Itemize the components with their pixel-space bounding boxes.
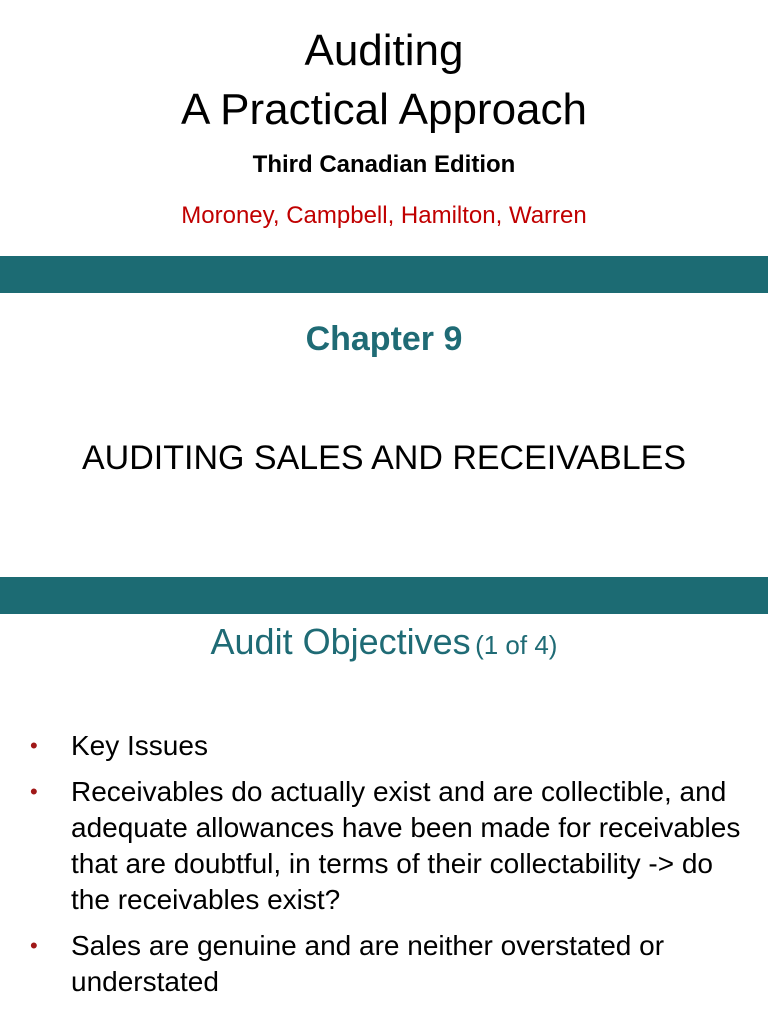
book-title-line-2: A Practical Approach — [180, 85, 587, 134]
bullet-text: Receivables do actually exist and are collectible, and adequate allowances have been made for receivables that are doubtful, in terms of their collectability -> do the receivables exist? — [71, 776, 741, 915]
bullet-text: Sales are genuine and are neither overstated or understated — [71, 930, 665, 997]
edition-subtitle: Third Canadian Edition — [252, 151, 516, 178]
chapter-number: Chapter 9 — [305, 320, 463, 358]
bullet-icon: • — [30, 779, 38, 804]
book-title-line-1: Auditing — [304, 26, 464, 75]
list-item — [30, 774, 750, 918]
authors-line: Moroney, Campbell, Hamilton, Warren — [181, 202, 587, 229]
bullet-text: Key Issues — [71, 730, 208, 761]
section-divider-band — [0, 256, 768, 293]
title-slide — [0, 0, 768, 256]
list-item — [30, 728, 750, 764]
slide-heading-text: Audit Objectives — [210, 621, 471, 662]
slide-heading-count: (1 of 4) — [475, 630, 558, 660]
bullet-icon: • — [30, 933, 38, 958]
list-item — [30, 928, 750, 1000]
slide-heading — [0, 620, 768, 672]
chapter-title: AUDITING SALES AND RECEIVABLES — [82, 439, 686, 477]
section-divider-band — [0, 577, 768, 614]
bullet-icon: • — [30, 733, 38, 758]
bullet-list — [30, 728, 750, 1010]
